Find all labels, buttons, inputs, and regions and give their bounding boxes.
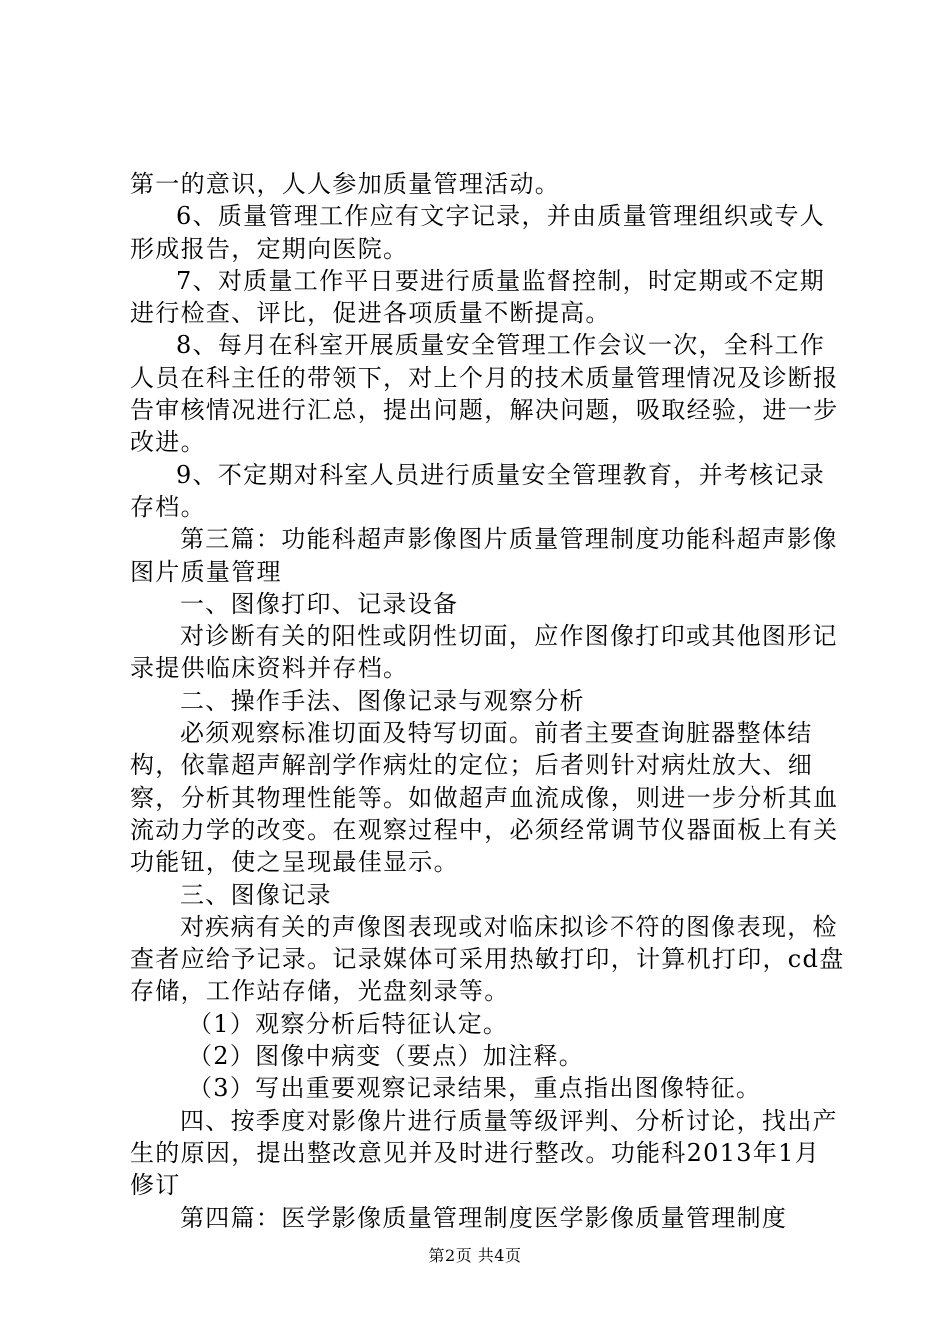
heading-3: 三、图像记录 (180, 880, 332, 909)
paragraph-item-9: 9、不定期对科室人员进行质量安全管理教育，并考核记录存档。 (130, 460, 826, 521)
paragraph-continuation: 第一的意识，人人参加质量管理活动。 (130, 170, 561, 198)
page-number-footer: 第2页 共4页 (428, 1246, 522, 1265)
list-item-1: （1）观察分析后特征认定。 (188, 1009, 509, 1038)
paragraph-observation: 必须观察标准切面及特写切面。前者主要查询脏器整体结构，依靠超声解剖学作病灶的定位；后者则针对病灶放大、细察，分析其物理性能等。如做超声血流成像，则进一步分析其血流动力学的改变。在观察过程中，必须经常调节仪器面板上有关功能钮，使之呈现最佳显示。 (130, 719, 839, 877)
section-title-part-4: 第四篇：医学影像质量管理制度医学影像质量管理制度 (180, 1203, 788, 1232)
list-item-2: （2）图像中病变（要点）加注释。 (188, 1042, 585, 1071)
paragraph-item-8: 8、每月在科室开展质量安全管理工作会议一次，全科工作人员在科主任的带领下，对上个月的技术质量管理情况及诊断报告审核情况进行汇总，提出问题，解决问题，吸取经验，进一步改进。 (130, 331, 839, 457)
list-item-3: （3）写出重要观察记录结果，重点指出图像特征。 (188, 1074, 762, 1103)
paragraph-item-7: 7、对质量工作平日要进行质量监督控制，时定期或不定期进行检查、评比，促进各项质量不断提高。 (130, 266, 826, 328)
paragraph-image-recording: 对疾病有关的声像图表现或对临床拟诊不符的图像表现，检查者应给予记录。记录媒体可采用热敏打印，计算机打印，cd盘存储，工作站存储，光盘刻录等。 (130, 912, 845, 1006)
document-body (130, 168, 845, 1234)
paragraph-item-6: 6、质量管理工作应有文字记录，并由质量管理组织或专人形成报告，定期向医院。 (130, 202, 826, 263)
heading-4: 四、按季度对影像片进行质量等级评判、分析讨论，找出产生的原因，提出整改意见并及时进行整改。功能科2013年1月修订 (130, 1106, 838, 1200)
paragraph-imaging-devices: 对诊断有关的阳性或阴性切面，应作图像打印或其他图形记录提供临床资料并存档。 (130, 622, 838, 683)
heading-1: 一、图像打印、记录设备 (180, 589, 459, 618)
heading-2: 二、操作手法、图像记录与观察分析 (180, 686, 585, 715)
section-title-part-3: 第三篇：功能科超声影像图片质量管理制度功能科超声影像图片质量管理 (130, 525, 838, 586)
